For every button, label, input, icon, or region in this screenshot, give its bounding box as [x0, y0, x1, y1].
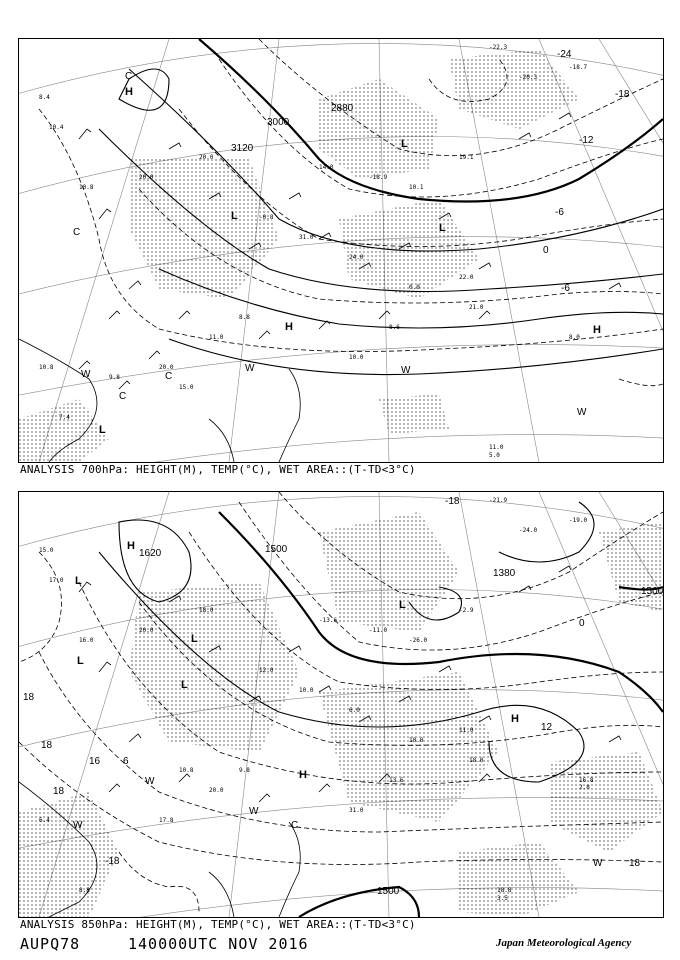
svg-text:9.8: 9.8 [239, 767, 250, 774]
svg-text:-18.9: -18.9 [369, 174, 388, 181]
svg-text:7.4: 7.4 [59, 414, 70, 421]
temp-label: -18 [445, 496, 460, 507]
caption-850hpa: ANALYSIS 850hPa: HEIGHT(M), TEMP(°C), WET AREA::(T-TD<3°C) [20, 918, 416, 931]
temp-label: -18 [105, 856, 120, 867]
warm-cold-marker: C [73, 227, 81, 238]
map-panel-700hpa [18, 38, 664, 463]
svg-text:19.1: 19.1 [459, 154, 474, 161]
warm-cold-marker: W [145, 776, 155, 787]
svg-text:-24.0: -24.0 [519, 527, 538, 534]
warm-cold-marker: C [291, 820, 299, 831]
svg-text:15.0: 15.0 [39, 547, 54, 554]
svg-text:17.0: 17.0 [49, 577, 64, 584]
warm-cold-marker: C [125, 71, 133, 82]
pressure-center: L [99, 424, 106, 436]
svg-text:20.0: 20.0 [209, 787, 224, 794]
svg-text:18.0: 18.0 [199, 607, 214, 614]
svg-text:3.5: 3.5 [497, 895, 508, 902]
svg-text:10.0: 10.0 [349, 354, 364, 361]
warm-cold-marker: W [401, 365, 411, 376]
svg-text:31.0: 31.0 [349, 807, 364, 814]
svg-text:8.0: 8.0 [569, 334, 580, 341]
svg-text:16.0: 16.0 [79, 637, 94, 644]
warm-cold-marker: W [73, 820, 83, 831]
svg-text:-22.3: -22.3 [489, 44, 508, 51]
temp-label: 0 [543, 245, 549, 256]
height-label: 1380 [493, 568, 516, 579]
map-panel-850hpa [18, 491, 664, 918]
warm-cold-marker: C [165, 371, 173, 382]
svg-text:8.6: 8.6 [389, 324, 400, 331]
svg-text:13.6: 13.6 [389, 777, 404, 784]
pressure-center: L [231, 210, 238, 222]
svg-text:22.0: 22.0 [459, 274, 474, 281]
map-850hpa [19, 492, 663, 917]
pressure-center: L [191, 633, 198, 645]
temp-label: -18 [615, 89, 630, 100]
svg-text:16.8: 16.8 [579, 777, 594, 784]
svg-text:10.8: 10.8 [79, 184, 94, 191]
caption-700hpa: ANALYSIS 700hPa: HEIGHT(M), TEMP(°C), WET AREA::(T-TD<3°C) [20, 463, 416, 476]
svg-text:-13.6: -13.6 [319, 617, 338, 624]
svg-text:5.0: 5.0 [489, 452, 500, 459]
pressure-center: L [399, 599, 406, 611]
map-700hpa [19, 39, 663, 462]
svg-text:10.0: 10.0 [299, 687, 314, 694]
svg-text:8.8: 8.8 [79, 887, 90, 894]
pressure-center: H [285, 321, 293, 333]
svg-text:8.8: 8.8 [239, 314, 250, 321]
warm-cold-marker: W [249, 806, 259, 817]
temp-label: 0 [579, 618, 585, 629]
warm-cold-marker: W [245, 363, 255, 374]
svg-text:-18.7: -18.7 [569, 64, 588, 71]
svg-text:18.8: 18.8 [497, 887, 512, 894]
svg-text:-19.0: -19.0 [569, 517, 588, 524]
temp-label: 18 [53, 786, 65, 797]
temp-label: 18 [23, 692, 35, 703]
warm-cold-marker: W [577, 407, 587, 418]
height-label: 1500 [377, 886, 400, 897]
warm-cold-marker: W [593, 858, 603, 869]
svg-text:17.8: 17.8 [159, 817, 174, 824]
temp-label: 18 [41, 740, 53, 751]
height-label: 2880 [331, 103, 354, 114]
svg-text:10.0: 10.0 [409, 737, 424, 744]
svg-text:2.8: 2.8 [579, 784, 590, 791]
height-label: 3120 [231, 143, 254, 154]
temp-label: 18 [629, 858, 641, 869]
pressure-center: H [127, 540, 135, 552]
temp-label: -12 [579, 135, 594, 146]
temp-label: -6 [561, 283, 570, 294]
height-label: 1500 [265, 544, 288, 555]
svg-text:-0.8: -0.8 [259, 214, 274, 221]
svg-text:9.8: 9.8 [109, 374, 120, 381]
svg-text:6.4: 6.4 [39, 817, 50, 824]
svg-text:21.0: 21.0 [469, 304, 484, 311]
svg-text:20.0: 20.0 [199, 154, 214, 161]
svg-text:20.0: 20.0 [139, 174, 154, 181]
svg-text:11.0: 11.0 [459, 727, 474, 734]
pressure-center: L [77, 655, 84, 667]
svg-text:20.0: 20.0 [139, 627, 154, 634]
pressure-center: L [439, 222, 446, 234]
pressure-center: L [181, 679, 188, 691]
svg-text:24.0: 24.0 [349, 254, 364, 261]
temp-label: -24 [557, 49, 572, 60]
svg-text:15.0: 15.0 [179, 384, 194, 391]
svg-text:-20.3: -20.3 [519, 74, 538, 81]
pressure-center: H [299, 769, 307, 781]
svg-text:10.1: 10.1 [409, 184, 424, 191]
temp-label: 6 [123, 756, 129, 767]
svg-text:-2.9: -2.9 [459, 607, 474, 614]
height-label: 1500 [641, 586, 663, 597]
pressure-center: H [593, 324, 601, 336]
warm-cold-marker: C [119, 391, 127, 402]
svg-text:-21.9: -21.9 [489, 497, 508, 504]
chart-id: AUPQ78 [20, 935, 81, 953]
pressure-center: L [401, 138, 408, 150]
svg-text:0.0: 0.0 [409, 284, 420, 291]
temp-label: 16 [89, 756, 101, 767]
svg-text:18.0: 18.0 [469, 757, 484, 764]
valid-time: 140000UTC NOV 2016 [128, 935, 309, 953]
svg-text:-11.0: -11.0 [369, 627, 388, 634]
svg-text:14.0: 14.0 [319, 164, 334, 171]
svg-text:10.8: 10.8 [39, 364, 54, 371]
svg-text:6.0: 6.0 [349, 707, 360, 714]
svg-text:8.4: 8.4 [39, 94, 50, 101]
svg-text:12.0: 12.0 [259, 667, 274, 674]
svg-text:20.0: 20.0 [159, 364, 174, 371]
warm-cold-marker: W [81, 369, 91, 380]
temp-label: -6 [555, 207, 564, 218]
pressure-center: H [511, 713, 519, 725]
pressure-center: L [75, 575, 82, 587]
svg-text:11.0: 11.0 [209, 334, 224, 341]
svg-text:10.8: 10.8 [179, 767, 194, 774]
height-label: 1620 [139, 548, 162, 559]
agency-credit: Japan Meteorological Agency [496, 937, 632, 949]
svg-text:-26.0: -26.0 [409, 637, 428, 644]
height-label: 3000 [267, 117, 290, 128]
svg-text:11.0: 11.0 [489, 444, 504, 451]
svg-text:31.0: 31.0 [299, 234, 314, 241]
pressure-center: H [125, 86, 133, 98]
temp-label: 12 [541, 722, 553, 733]
svg-text:10.4: 10.4 [49, 124, 64, 131]
